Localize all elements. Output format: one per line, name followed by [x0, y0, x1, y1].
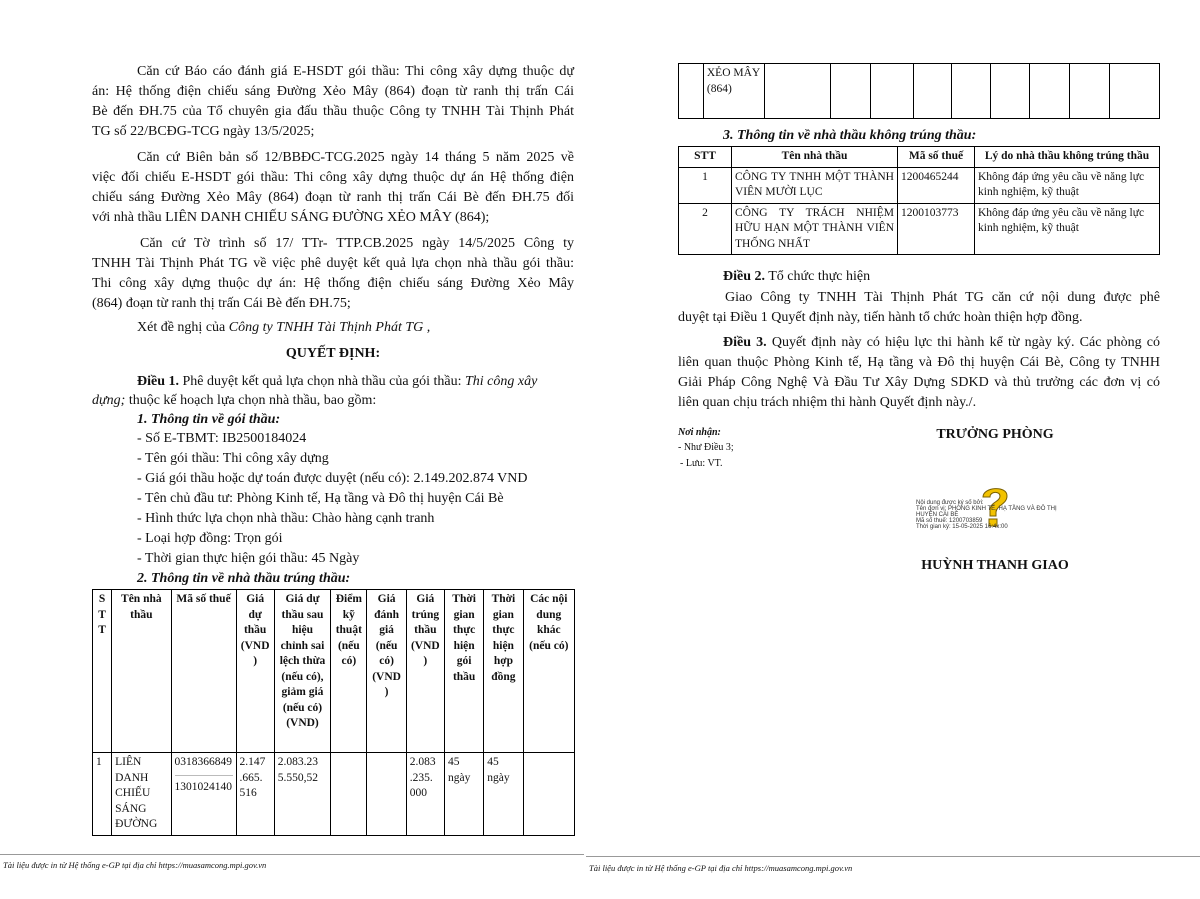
- para1-line1: Căn cứ Báo cáo đánh giá E-HSDT gói thầu: Thi công xây dựng thuộc dự: [137, 64, 574, 79]
- dieu3-label: Điều 3.: [723, 335, 767, 350]
- th-time-contract: Thời gian thực hiện hợp đồng: [484, 590, 523, 753]
- digital-signature-line3: HUYỆN CÁI BÈ: [916, 512, 959, 518]
- table-row: [679, 167, 1160, 203]
- tax-1: 0318366849: [174, 756, 233, 768]
- section1-title: 1. Thông tin về gói thầu:: [137, 412, 281, 427]
- dieu1-italic: Thi công xây: [464, 374, 538, 389]
- dieu2-line1: Giao Công ty TNHH Tài Thịnh Phát TG căn cứ nội dung được phê: [725, 290, 1160, 305]
- dieu2-title: [723, 267, 870, 287]
- cell-score: [331, 753, 367, 836]
- cont-cell-stt: [679, 64, 704, 119]
- item-tbmt: - Số E-TBMT: IB2500184024: [137, 431, 307, 446]
- cont-cell-tax: [765, 64, 831, 119]
- para2-line2: việc đối chiếu E-HSDT gói thầu: Thi công xây dựng thuộc dự án Hệ thống điện: [92, 170, 574, 185]
- t3-name-2: CÔNG TY TRÁCH NHIỆM HỮU HẠN MỘT THÀNH VIÊN THỐNG NHẤT: [732, 203, 898, 255]
- cell-stt: 1: [93, 753, 112, 836]
- t3-tax-2: 1200103773: [898, 203, 975, 255]
- dieu2-line2: duyệt tại Điều 1 Quyết định này, tiến hành tổ chức hoàn thiện hợp đồng.: [678, 310, 1083, 325]
- left-footer: Tài liệu được in từ Hệ thống e-GP tại địa chỉ https://muasamcong.mpi.gov.vn: [3, 860, 267, 870]
- para2-line3: chiếu sáng Đường Xẻo Mây (864) đoạn từ ranh thị trấn Cái Bè đến ĐH.75 đối: [92, 190, 574, 205]
- dieu1-text: Phê duyệt kết quả lựa chọn nhà thầu của gói thầu:: [179, 374, 465, 389]
- t3-tax-1: 1200465244: [898, 167, 975, 203]
- th3-stt: STT: [679, 147, 732, 168]
- para1-line3: Bè đến ĐH.75 của Tổ chuyên gia đấu thầu thuộc Công ty TNHH Tài Thịnh Phát: [92, 104, 574, 119]
- t3-name-1: CÔNG TY TNHH MỘT THÀNH VIÊN MƯỜI LỤC: [732, 167, 898, 203]
- dieu1-line2: [92, 391, 376, 411]
- dieu3-line3: Giải Pháp Công Nghệ Và Đầu Tư Xây Dựng SDKD và thủ trưởng các đơn vị có: [678, 375, 1160, 390]
- section2-title: 2. Thông tin về nhà thầu trúng thầu:: [137, 571, 351, 586]
- digital-signature-line4: Mã số thuế: 1200703859: [916, 518, 983, 524]
- left-footer-rule: [0, 854, 584, 855]
- signer-name: HUỲNH THANH GIAO: [921, 558, 1069, 573]
- cell-eval: [367, 753, 406, 836]
- dieu2-text: Tổ chức thực hiện: [765, 269, 871, 284]
- dieu3-text: Quyết định này có hiệu lực thi hành kể từ ngày ký. Các phòng có: [766, 335, 1160, 350]
- decision-heading: QUYẾT ĐỊNH:: [285, 346, 381, 361]
- para3-line4: (864) đoạn từ ranh thị trấn Cái Bè đến ĐH.75;: [92, 296, 351, 311]
- table-row: [679, 64, 1160, 119]
- item-selection-method: - Hình thức lựa chọn nhà thầu: Chào hàng cạnh tranh: [137, 511, 435, 526]
- loser-table: [678, 146, 1160, 255]
- item-contract-type: - Loại hợp đồng: Trọn gói: [137, 531, 283, 546]
- th-bid: Giá dự thầu (VND ): [236, 590, 274, 753]
- section3-title: 3. Thông tin về nhà thầu không trúng thầu:: [723, 128, 977, 143]
- cont-cell-score: [914, 64, 951, 119]
- cell-tax: [171, 753, 236, 836]
- th3-reason: Lý do nhà thầu không trúng thầu: [975, 147, 1160, 168]
- t3-reason-1: Không đáp ứng yêu cầu về năng lực kinh nghiệm, kỹ thuật: [975, 167, 1160, 203]
- digital-signature-line5: Thời gian ký: 15-05-2025 16:4x:00: [916, 524, 1008, 530]
- item-duration: - Thời gian thực hiện gói thầu: 45 Ngày: [137, 551, 360, 566]
- table-row: [93, 753, 575, 836]
- table-row: [679, 203, 1160, 255]
- th-time-package: Thời gian thực hiện gói thầu: [444, 590, 483, 753]
- dieu3-line2: liên quan thuộc Phòng Kinh tế, Hạ tầng và Đô thị huyện Cái Bè, Công ty TNHH: [678, 355, 1160, 370]
- cont-cell-bid: [831, 64, 870, 119]
- recipient-1: - Như Điều 3;: [678, 442, 734, 453]
- winner-table-header: [93, 590, 575, 753]
- cell-name: LIÊN DANH CHIẾU SÁNG ĐƯỜNG: [112, 753, 171, 836]
- t3-stt-2: 2: [679, 203, 732, 255]
- th3-name: Tên nhà thầu: [732, 147, 898, 168]
- dieu1-line2-italic: dựng;: [92, 393, 126, 408]
- th-tax: Mã số thuế: [171, 590, 236, 753]
- th-score: Điểm kỹ thuật (nếu có): [331, 590, 367, 753]
- signer-title: TRƯỞNG PHÒNG: [936, 427, 1054, 442]
- cont-cell-adjusted: [870, 64, 914, 119]
- winner-table-continued: [678, 63, 1160, 119]
- winner-table: [92, 589, 575, 836]
- cell-time-contract: 45 ngày: [484, 753, 523, 836]
- item-package-price: - Giá gói thầu hoặc dự toán được duyệt (nếu có): 2.149.202.874 VND: [137, 471, 528, 486]
- th3-tax: Mã số thuế: [898, 147, 975, 168]
- right-footer-rule: [586, 856, 1200, 857]
- cont-cell-other: [1110, 64, 1160, 119]
- para3-line3: Thi công xây dựng thuộc dự án: Hệ thống điện chiếu sáng Đường Xẻo Mây: [92, 276, 574, 291]
- cont-cell-name: XẺO MÂY (864): [703, 64, 764, 119]
- cell-time-package: 45 ngày: [444, 753, 483, 836]
- para3-line1: Căn cứ Tờ trình số 17/ TTr- TTP.CB.2025 ngày 14/5/2025 Công ty: [140, 236, 574, 251]
- t3-reason-2: Không đáp ứng yêu cầu về năng lực kinh nghiệm, kỹ thuật: [975, 203, 1160, 255]
- cell-adjusted: 2.083.23 5.550,52: [274, 753, 330, 836]
- cont-cell-eval: [951, 64, 990, 119]
- cont-cell-time-contract: [1069, 64, 1109, 119]
- th-stt: S T T: [93, 590, 112, 753]
- cont-cell-time-package: [1030, 64, 1069, 119]
- cell-bid: 2.147 .665. 516: [236, 753, 274, 836]
- para2-line1: Căn cứ Biên bản số 12/BBĐC-TCG.2025 ngày 14 tháng 5 năm 2025 về: [137, 150, 574, 165]
- th-adjusted: Giá dự thầu sau hiệu chỉnh sai lệch thừa (nếu có), giảm giá (nếu có) (VND): [274, 590, 330, 753]
- dieu1-line2-text: thuộc kế hoạch lựa chọn nhà thầu, bao gồm:: [125, 393, 377, 408]
- para1-line4: TG số 22/BCĐG-TCG ngày 13/5/2025;: [92, 124, 315, 139]
- th-name: Tên nhà thầu: [112, 590, 171, 753]
- tax-2: 1301024140: [175, 775, 233, 796]
- item-package-name: - Tên gói thầu: Thi công xây dựng: [137, 451, 329, 466]
- xet-company: Công ty TNHH Tài Thịnh Phát TG ,: [228, 320, 431, 335]
- cont-cell-win: [991, 64, 1030, 119]
- para1-line2: án: Hệ thống điện chiếu sáng Đường Xẻo Mây (864) đoạn từ ranh thị trấn Cái: [92, 84, 574, 99]
- noi-nhan-label: Nơi nhận:: [678, 427, 721, 438]
- th-other: Các nội dung khác (nếu có): [523, 590, 574, 753]
- cell-win: 2.083 .235. 000: [406, 753, 444, 836]
- para3-line2: TNHH Tài Thịnh Phát TG về việc phê duyệt kết quả lựa chọn nhà thầu gói thầu:: [92, 256, 574, 271]
- digital-signature-line2: Tên đơn vị: PHÒNG KINH TẾ, HẠ TẦNG VÀ ĐÔ THỊ: [916, 506, 1057, 512]
- digital-signature-line1: Nội dung được ký số bởi:: [916, 500, 984, 506]
- right-footer: Tài liệu được in từ Hệ thống e-GP tại địa chỉ https://muasamcong.mpi.gov.vn: [589, 863, 853, 873]
- dieu2-label: Điều 2.: [723, 269, 765, 284]
- recipient-2: - Lưu: VT.: [680, 458, 723, 469]
- th-win: Giá trúng thầu (VND ): [406, 590, 444, 753]
- loser-table-header: [679, 147, 1160, 168]
- dieu1-label: Điều 1.: [137, 374, 179, 389]
- dieu1-line1: [137, 372, 537, 392]
- xet-de-nghi: [137, 318, 430, 338]
- dieu3-line1: [723, 333, 1160, 353]
- item-investor: - Tên chủ đầu tư: Phòng Kinh tế, Hạ tầng và Đô thị huyện Cái Bè: [137, 491, 504, 506]
- xet-prefix: Xét đề nghị của: [137, 320, 229, 335]
- cell-other: [523, 753, 574, 836]
- para2-line4: với nhà thầu LIÊN DANH CHIẾU SÁNG ĐƯỜNG XẺO MÂY (864);: [92, 210, 490, 225]
- t3-stt-1: 1: [679, 167, 732, 203]
- dieu3-line4: liên quan chịu trách nhiệm thi hành Quyết định này./.: [678, 395, 977, 410]
- th-eval: Giá đánh giá (nếu có) (VND ): [367, 590, 406, 753]
